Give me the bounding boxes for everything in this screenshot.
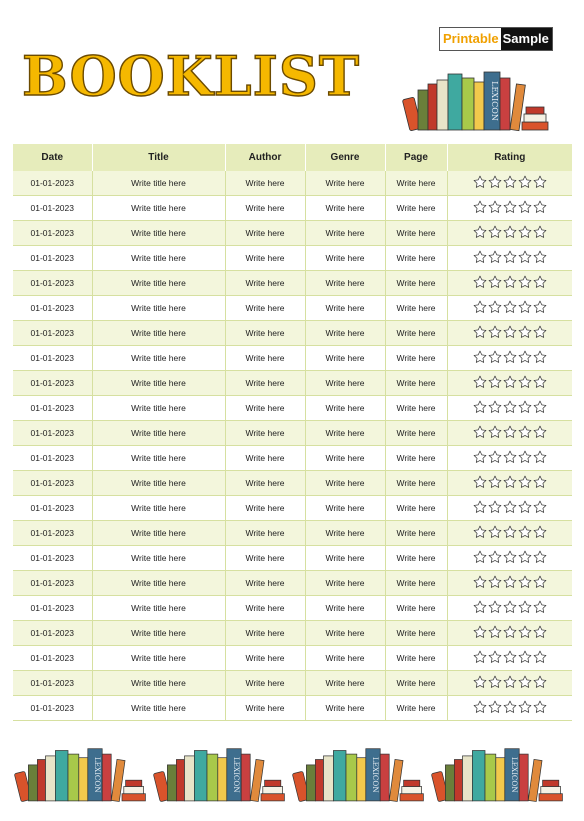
cell-rating: [447, 321, 572, 346]
star-icon[interactable]: [488, 425, 502, 441]
cell-date[interactable]: 01-01-2023: [13, 696, 92, 721]
star-icon[interactable]: [473, 550, 487, 566]
star-icon[interactable]: [488, 625, 502, 641]
cell-genre[interactable]: Write here: [305, 646, 385, 671]
star-icon[interactable]: [488, 475, 502, 491]
cell-author[interactable]: Write here: [225, 596, 305, 621]
svg-text:LEXICON: LEXICON: [232, 756, 241, 793]
cell-genre[interactable]: Write here: [305, 421, 385, 446]
star-icon[interactable]: [503, 550, 517, 566]
star-icon[interactable]: [473, 275, 487, 291]
brand-part2: Sample: [501, 28, 552, 50]
cell-title[interactable]: Write title here: [92, 596, 225, 621]
star-icon[interactable]: [533, 600, 547, 616]
star-icon[interactable]: [503, 200, 517, 216]
star-icon[interactable]: [503, 275, 517, 291]
cell-genre[interactable]: Write here: [305, 571, 385, 596]
cell-author[interactable]: Write here: [225, 621, 305, 646]
cell-title[interactable]: Write title here: [92, 471, 225, 496]
star-icon[interactable]: [488, 200, 502, 216]
table-row: [13, 246, 572, 271]
column-header: Title: [92, 144, 225, 171]
table-row: [13, 546, 572, 571]
star-icon[interactable]: [503, 175, 517, 191]
cell-page[interactable]: Write here: [385, 421, 447, 446]
table-row: [13, 296, 572, 321]
cell-date[interactable]: 01-01-2023: [13, 271, 92, 296]
star-icon[interactable]: [488, 450, 502, 466]
cell-author[interactable]: Write here: [225, 221, 305, 246]
star-icon[interactable]: [488, 400, 502, 416]
star-icon[interactable]: [473, 200, 487, 216]
star-icon[interactable]: [518, 525, 532, 541]
table-row: [13, 371, 572, 396]
star-icon[interactable]: [518, 500, 532, 516]
star-icon[interactable]: [518, 675, 532, 691]
table-row: [13, 471, 572, 496]
cell-author[interactable]: Write here: [225, 346, 305, 371]
cell-title[interactable]: Write title here: [92, 621, 225, 646]
star-icon[interactable]: [533, 575, 547, 591]
cell-rating: [447, 171, 572, 196]
table-row: [13, 421, 572, 446]
svg-text:LEXICON: LEXICON: [371, 756, 380, 793]
cell-date[interactable]: 01-01-2023: [13, 171, 92, 196]
cell-genre[interactable]: Write here: [305, 496, 385, 521]
table-row: [13, 196, 572, 221]
cell-genre[interactable]: Write here: [305, 671, 385, 696]
cell-author[interactable]: Write here: [225, 521, 305, 546]
cell-genre[interactable]: Write here: [305, 546, 385, 571]
star-icon[interactable]: [533, 625, 547, 641]
star-icon[interactable]: [533, 525, 547, 541]
cell-rating: [447, 646, 572, 671]
star-icon[interactable]: [488, 700, 502, 716]
star-icon[interactable]: [533, 325, 547, 341]
table-row: [13, 571, 572, 596]
table-row: [13, 496, 572, 521]
star-icon[interactable]: [473, 600, 487, 616]
column-header: Genre: [305, 144, 385, 171]
svg-text:LEXICON: LEXICON: [93, 756, 102, 793]
cell-page[interactable]: Write here: [385, 296, 447, 321]
cell-title[interactable]: Write title here: [92, 346, 225, 371]
star-icon[interactable]: [533, 475, 547, 491]
star-icon[interactable]: [503, 700, 517, 716]
star-icon[interactable]: [488, 350, 502, 366]
cell-genre[interactable]: Write here: [305, 171, 385, 196]
cell-date[interactable]: 01-01-2023: [13, 396, 92, 421]
cell-author[interactable]: Write here: [225, 196, 305, 221]
page-title: BOOKLIST: [22, 44, 361, 108]
star-icon[interactable]: [533, 175, 547, 191]
cell-author[interactable]: Write here: [225, 271, 305, 296]
cell-rating: [447, 571, 572, 596]
cell-genre[interactable]: Write here: [305, 346, 385, 371]
table-header-row: [13, 144, 572, 171]
star-icon[interactable]: [488, 325, 502, 341]
cell-page[interactable]: Write here: [385, 546, 447, 571]
star-icon[interactable]: [503, 225, 517, 241]
star-icon[interactable]: [473, 425, 487, 441]
cell-rating: [447, 471, 572, 496]
cell-rating: [447, 396, 572, 421]
cell-rating: [447, 546, 572, 571]
star-icon[interactable]: [518, 450, 532, 466]
table-row: [13, 671, 572, 696]
column-header: Rating: [447, 144, 572, 171]
cell-date[interactable]: 01-01-2023: [13, 521, 92, 546]
cell-page[interactable]: Write here: [385, 471, 447, 496]
cell-rating: [447, 271, 572, 296]
cell-title[interactable]: Write title here: [92, 671, 225, 696]
booklist-table: [13, 144, 572, 721]
cell-rating: [447, 621, 572, 646]
star-icon[interactable]: [503, 400, 517, 416]
star-icon[interactable]: [518, 625, 532, 641]
cell-author[interactable]: Write here: [225, 671, 305, 696]
cell-date[interactable]: 01-01-2023: [13, 471, 92, 496]
star-icon[interactable]: [473, 475, 487, 491]
star-icon[interactable]: [533, 450, 547, 466]
brand-part1: Printable: [440, 28, 501, 50]
cell-page[interactable]: Write here: [385, 321, 447, 346]
star-icon[interactable]: [518, 250, 532, 266]
cell-page[interactable]: Write here: [385, 696, 447, 721]
cell-genre[interactable]: Write here: [305, 271, 385, 296]
book-shelf-icon: [153, 738, 288, 808]
star-icon[interactable]: [503, 575, 517, 591]
cell-date[interactable]: 01-01-2023: [13, 446, 92, 471]
column-header: Page: [385, 144, 447, 171]
table-row: [13, 346, 572, 371]
star-icon[interactable]: [518, 475, 532, 491]
cell-rating: [447, 221, 572, 246]
cell-page[interactable]: Write here: [385, 396, 447, 421]
star-icon[interactable]: [488, 550, 502, 566]
star-icon[interactable]: [473, 625, 487, 641]
cell-title[interactable]: Write title here: [92, 296, 225, 321]
cell-page[interactable]: Write here: [385, 496, 447, 521]
cell-title[interactable]: Write title here: [92, 271, 225, 296]
star-icon[interactable]: [518, 700, 532, 716]
cell-title[interactable]: Write title here: [92, 246, 225, 271]
cell-rating: [447, 196, 572, 221]
cell-author[interactable]: Write here: [225, 296, 305, 321]
table-row: [13, 396, 572, 421]
cell-date[interactable]: 01-01-2023: [13, 246, 92, 271]
cell-genre[interactable]: Write here: [305, 196, 385, 221]
star-icon[interactable]: [473, 400, 487, 416]
cell-date[interactable]: 01-01-2023: [13, 571, 92, 596]
star-icon[interactable]: [533, 425, 547, 441]
star-icon[interactable]: [533, 200, 547, 216]
cell-genre[interactable]: Write here: [305, 621, 385, 646]
star-icon[interactable]: [488, 275, 502, 291]
cell-page[interactable]: Write here: [385, 521, 447, 546]
cell-title[interactable]: Write title here: [92, 546, 225, 571]
cell-author[interactable]: Write here: [225, 246, 305, 271]
star-icon[interactable]: [518, 175, 532, 191]
star-icon[interactable]: [518, 425, 532, 441]
star-icon[interactable]: [473, 350, 487, 366]
star-icon[interactable]: [503, 475, 517, 491]
star-icon[interactable]: [488, 525, 502, 541]
cell-page[interactable]: Write here: [385, 646, 447, 671]
cell-title[interactable]: Write title here: [92, 696, 225, 721]
cell-rating: [447, 371, 572, 396]
cell-date[interactable]: 01-01-2023: [13, 646, 92, 671]
star-icon[interactable]: [533, 675, 547, 691]
cell-rating: [447, 521, 572, 546]
cell-author[interactable]: Write here: [225, 646, 305, 671]
star-icon[interactable]: [473, 175, 487, 191]
column-header: Author: [225, 144, 305, 171]
cell-title[interactable]: Write title here: [92, 421, 225, 446]
cell-date[interactable]: 01-01-2023: [13, 596, 92, 621]
star-icon[interactable]: [473, 375, 487, 391]
table-row: [13, 271, 572, 296]
table-row: [13, 621, 572, 646]
book-shelf-icon: [14, 738, 149, 808]
star-icon[interactable]: [473, 525, 487, 541]
cell-author[interactable]: Write here: [225, 471, 305, 496]
table-row: [13, 696, 572, 721]
cell-genre[interactable]: Write here: [305, 696, 385, 721]
star-icon[interactable]: [503, 300, 517, 316]
star-icon[interactable]: [503, 675, 517, 691]
table-row: [13, 221, 572, 246]
cell-rating: [447, 421, 572, 446]
table-row: [13, 596, 572, 621]
star-icon[interactable]: [473, 450, 487, 466]
star-icon[interactable]: [473, 500, 487, 516]
cell-author[interactable]: Write here: [225, 371, 305, 396]
cell-genre[interactable]: Write here: [305, 371, 385, 396]
cell-author[interactable]: Write here: [225, 696, 305, 721]
cell-genre[interactable]: Write here: [305, 296, 385, 321]
cell-date[interactable]: 01-01-2023: [13, 321, 92, 346]
star-icon[interactable]: [533, 275, 547, 291]
cell-page[interactable]: Write here: [385, 621, 447, 646]
cell-author[interactable]: Write here: [225, 446, 305, 471]
cell-date[interactable]: 01-01-2023: [13, 671, 92, 696]
star-icon[interactable]: [473, 225, 487, 241]
star-icon[interactable]: [533, 250, 547, 266]
cell-rating: [447, 596, 572, 621]
cell-date[interactable]: 01-01-2023: [13, 621, 92, 646]
cell-title[interactable]: Write title here: [92, 521, 225, 546]
star-icon[interactable]: [533, 225, 547, 241]
cell-rating: [447, 446, 572, 471]
cell-page[interactable]: Write here: [385, 171, 447, 196]
cell-date[interactable]: 01-01-2023: [13, 296, 92, 321]
cell-title[interactable]: Write title here: [92, 446, 225, 471]
star-icon[interactable]: [518, 650, 532, 666]
cell-author[interactable]: Write here: [225, 421, 305, 446]
star-icon[interactable]: [488, 250, 502, 266]
star-icon[interactable]: [533, 300, 547, 316]
cell-genre[interactable]: Write here: [305, 221, 385, 246]
star-icon[interactable]: [473, 325, 487, 341]
star-icon[interactable]: [503, 325, 517, 341]
star-icon[interactable]: [473, 675, 487, 691]
star-icon[interactable]: [503, 250, 517, 266]
cell-rating: [447, 296, 572, 321]
star-icon[interactable]: [488, 225, 502, 241]
cell-page[interactable]: Write here: [385, 196, 447, 221]
star-icon[interactable]: [488, 500, 502, 516]
star-icon[interactable]: [503, 450, 517, 466]
cell-title[interactable]: Write title here: [92, 646, 225, 671]
cell-genre[interactable]: Write here: [305, 396, 385, 421]
svg-text:LEXICON: LEXICON: [510, 756, 519, 793]
star-icon[interactable]: [533, 375, 547, 391]
star-icon[interactable]: [518, 375, 532, 391]
cell-date[interactable]: 01-01-2023: [13, 346, 92, 371]
star-icon[interactable]: [473, 575, 487, 591]
book-shelf-icon: [431, 738, 566, 808]
cell-page[interactable]: Write here: [385, 221, 447, 246]
cell-genre[interactable]: Write here: [305, 471, 385, 496]
cell-genre[interactable]: Write here: [305, 596, 385, 621]
star-icon[interactable]: [488, 175, 502, 191]
cell-date[interactable]: 01-01-2023: [13, 546, 92, 571]
cell-genre[interactable]: Write here: [305, 521, 385, 546]
star-icon[interactable]: [473, 250, 487, 266]
cell-genre[interactable]: Write here: [305, 446, 385, 471]
book-shelf-icon: [402, 64, 552, 134]
star-icon[interactable]: [518, 600, 532, 616]
svg-text:LEXICON: LEXICON: [490, 81, 499, 121]
cell-title[interactable]: Write title here: [92, 371, 225, 396]
cell-author[interactable]: Write here: [225, 321, 305, 346]
cell-rating: [447, 496, 572, 521]
star-icon[interactable]: [503, 525, 517, 541]
star-icon[interactable]: [518, 550, 532, 566]
cell-page[interactable]: Write here: [385, 271, 447, 296]
table-row: [13, 646, 572, 671]
star-icon[interactable]: [533, 700, 547, 716]
table-row: [13, 171, 572, 196]
brand-logo: [439, 27, 553, 51]
star-icon[interactable]: [518, 400, 532, 416]
star-icon[interactable]: [503, 650, 517, 666]
star-icon[interactable]: [473, 300, 487, 316]
cell-date[interactable]: 01-01-2023: [13, 421, 92, 446]
cell-page[interactable]: Write here: [385, 571, 447, 596]
cell-title[interactable]: Write title here: [92, 221, 225, 246]
cell-date[interactable]: 01-01-2023: [13, 196, 92, 221]
cell-author[interactable]: Write here: [225, 546, 305, 571]
cell-author[interactable]: Write here: [225, 496, 305, 521]
star-icon[interactable]: [488, 575, 502, 591]
star-icon[interactable]: [488, 375, 502, 391]
star-icon[interactable]: [503, 625, 517, 641]
cell-page[interactable]: Write here: [385, 596, 447, 621]
star-icon[interactable]: [518, 200, 532, 216]
cell-author[interactable]: Write here: [225, 571, 305, 596]
column-header: Date: [13, 144, 92, 171]
star-icon[interactable]: [518, 325, 532, 341]
cell-genre[interactable]: Write here: [305, 246, 385, 271]
star-icon[interactable]: [488, 675, 502, 691]
cell-date[interactable]: 01-01-2023: [13, 221, 92, 246]
cell-title[interactable]: Write title here: [92, 571, 225, 596]
cell-rating: [447, 346, 572, 371]
cell-author[interactable]: Write here: [225, 171, 305, 196]
cell-author[interactable]: Write here: [225, 396, 305, 421]
cell-page[interactable]: Write here: [385, 371, 447, 396]
star-icon[interactable]: [518, 225, 532, 241]
star-icon[interactable]: [533, 400, 547, 416]
star-icon[interactable]: [503, 500, 517, 516]
cell-title[interactable]: Write title here: [92, 396, 225, 421]
star-icon[interactable]: [533, 550, 547, 566]
cell-date[interactable]: 01-01-2023: [13, 496, 92, 521]
star-icon[interactable]: [518, 350, 532, 366]
cell-rating: [447, 671, 572, 696]
star-icon[interactable]: [518, 575, 532, 591]
star-icon[interactable]: [488, 650, 502, 666]
star-icon[interactable]: [533, 500, 547, 516]
table-body: [13, 171, 572, 721]
cell-date[interactable]: 01-01-2023: [13, 371, 92, 396]
star-icon[interactable]: [473, 700, 487, 716]
star-icon[interactable]: [503, 350, 517, 366]
star-icon[interactable]: [473, 650, 487, 666]
star-icon[interactable]: [533, 650, 547, 666]
cell-page[interactable]: Write here: [385, 346, 447, 371]
cell-page[interactable]: Write here: [385, 671, 447, 696]
cell-title[interactable]: Write title here: [92, 196, 225, 221]
star-icon[interactable]: [518, 275, 532, 291]
cell-rating: [447, 246, 572, 271]
star-icon[interactable]: [488, 600, 502, 616]
star-icon[interactable]: [503, 425, 517, 441]
table-row: [13, 521, 572, 546]
cell-rating: [447, 696, 572, 721]
cell-page[interactable]: Write here: [385, 446, 447, 471]
star-icon[interactable]: [518, 300, 532, 316]
cell-title[interactable]: Write title here: [92, 496, 225, 521]
table-row: [13, 446, 572, 471]
table-row: [13, 321, 572, 346]
cell-title[interactable]: Write title here: [92, 171, 225, 196]
star-icon[interactable]: [488, 300, 502, 316]
cell-title[interactable]: Write title here: [92, 321, 225, 346]
book-shelf-icon: [292, 738, 427, 808]
star-icon[interactable]: [503, 375, 517, 391]
cell-page[interactable]: Write here: [385, 246, 447, 271]
star-icon[interactable]: [503, 600, 517, 616]
star-icon[interactable]: [533, 350, 547, 366]
cell-genre[interactable]: Write here: [305, 321, 385, 346]
